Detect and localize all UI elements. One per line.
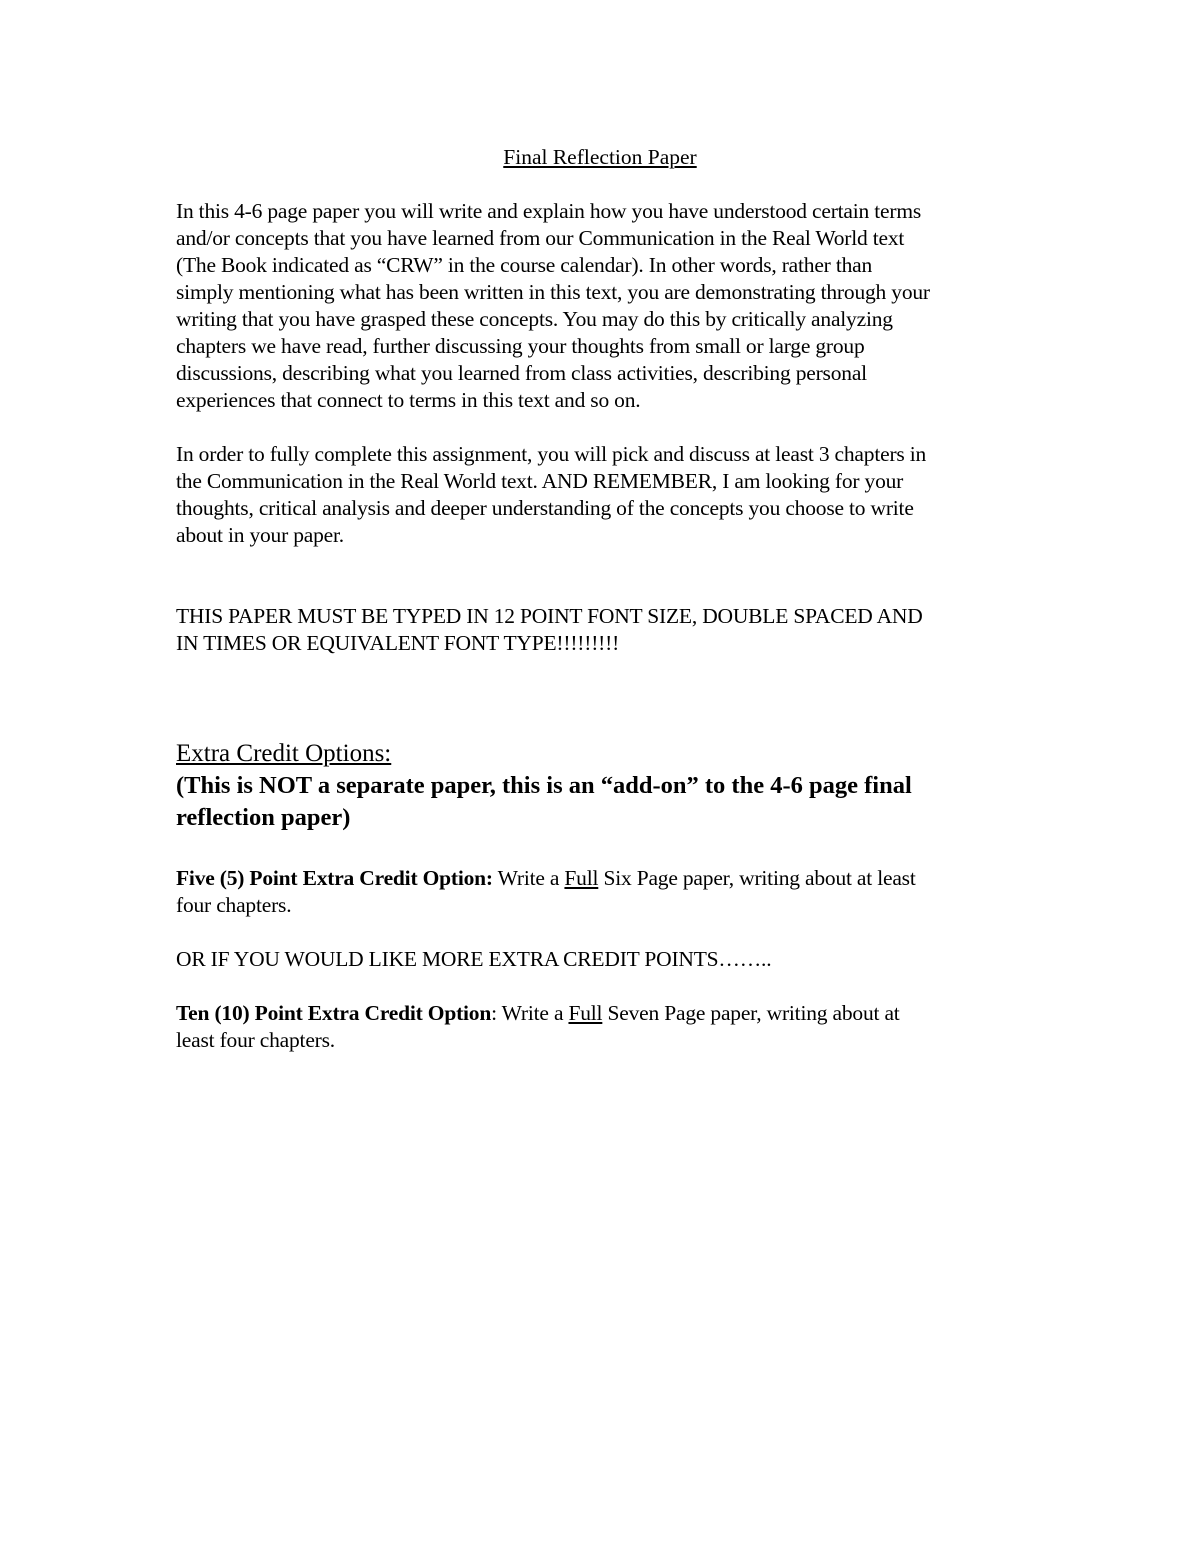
extra-credit-subheading: reflection paper) xyxy=(176,804,351,831)
option-ten-label: Ten (10) Point Extra Credit Option xyxy=(176,1001,492,1025)
paragraph1-line: and/or concepts that you have learned from our Communication in the Real World text xyxy=(176,226,905,250)
option-ten-line: least four chapters. xyxy=(176,1028,335,1052)
page-title: Final Reflection Paper xyxy=(503,145,697,169)
option-five-text: Write a xyxy=(492,866,565,890)
paragraph1-line: (The Book indicated as “CRW” in the course calendar). In other words, rather than xyxy=(176,253,873,277)
paragraph1-line: In this 4-6 page paper you will write and explain how you have understood certain terms xyxy=(176,199,922,223)
extra-credit-subheading: (This is NOT a separate paper, this is an “add-on” to the 4-6 page final xyxy=(176,772,912,799)
or-line: OR IF YOU WOULD LIKE MORE EXTRA CREDIT POINTS…….. xyxy=(176,947,772,971)
option-ten-emphasis: Full xyxy=(568,1001,603,1025)
paragraph2-line: the Communication in the Real World text. AND REMEMBER, I am looking for your xyxy=(176,469,904,493)
paragraph1-line: discussions, describing what you learned from class activities, describing personal xyxy=(176,361,867,385)
paragraph2-line: In order to fully complete this assignment, you will pick and discuss at least 3 chapters in xyxy=(176,442,927,466)
option-five-label: Five (5) Point Extra Credit Option: xyxy=(176,866,493,890)
option-five-emphasis: Full xyxy=(564,866,599,890)
option-ten-text: : Write a xyxy=(491,1001,569,1025)
option-five-line: four chapters. xyxy=(176,893,292,917)
option-ten-line xyxy=(176,1000,900,1027)
paragraph2-line: about in your paper. xyxy=(176,523,344,547)
paragraph1-line: chapters we have read, further discussing your thoughts from small or large group xyxy=(176,334,865,358)
option-ten-text: Seven Page paper, writing about at xyxy=(602,1001,900,1025)
paragraph1-line: experiences that connect to terms in this text and so on. xyxy=(176,388,641,412)
extra-credit-heading: Extra Credit Options: xyxy=(176,740,392,767)
option-five-line xyxy=(176,865,916,892)
paragraph2-line: thoughts, critical analysis and deeper understanding of the concepts you choose to write xyxy=(176,496,914,520)
option-five-text: Six Page paper, writing about at least xyxy=(598,866,916,890)
paragraph1-line: simply mentioning what has been written in this text, you are demonstrating through your xyxy=(176,280,930,304)
formatting-notice-line: THIS PAPER MUST BE TYPED IN 12 POINT FONT SIZE, DOUBLE SPACED AND xyxy=(176,604,923,628)
formatting-notice-line: IN TIMES OR EQUIVALENT FONT TYPE!!!!!!!!! xyxy=(176,631,620,655)
paragraph1-line: writing that you have grasped these concepts. You may do this by critically analyzing xyxy=(176,307,893,331)
